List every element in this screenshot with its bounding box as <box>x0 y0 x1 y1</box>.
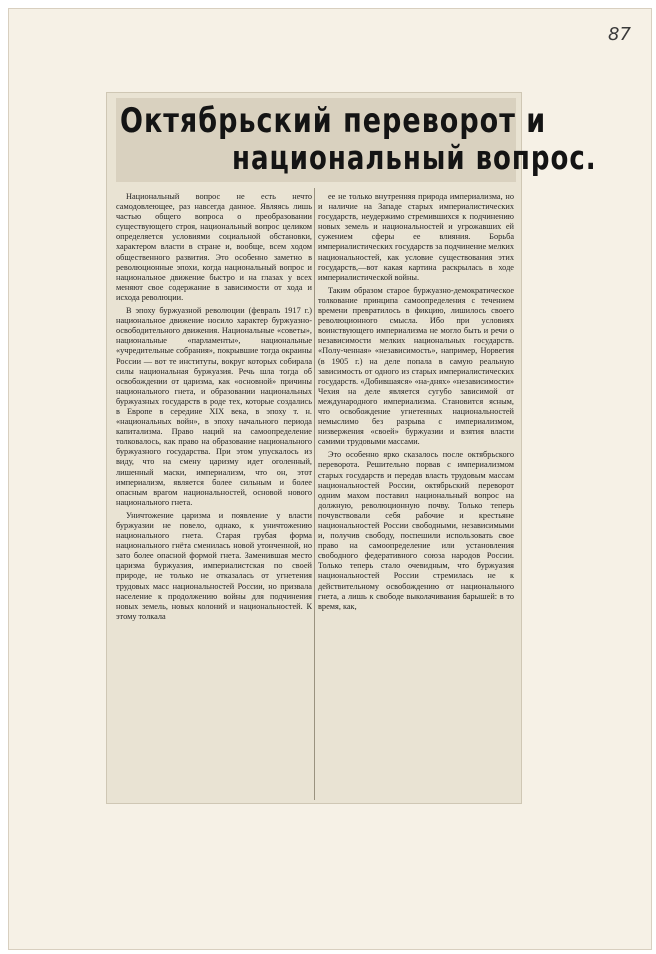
right-column <box>318 192 514 615</box>
paragraph: Уничтожение царизма и появление у власти буржуазии не повело, однако, к уничтожению национального гнета. Старая грубая форма национального гнёта сменилась новой утонченной, но зато более опасной формой гнета. Заменившая место царизма буржуазия, империалистская по своей природе, не только не отказалась от угнетения трудовых масс национальностей России, но призвала население к продолжению войны для подчинения новых земель, новых колоний и национальностей. К этому толкала <box>116 510 312 621</box>
paragraph: Таким образом старое буржуазно-демократическое толкование принципа самоопределения с течением времени превратилось в фикцию, лишилось своего революционного смысла. Ибо при условиях воинствующего империализма не могло быть и речи о независимости мелких национальных государств. «Полу-ченная» «независимость», например, Норвегия (в 1905 г.) на деле попала в самую реальную зависимость от одного из старых империалистических государств. «Добившаяся» «на-днях» «независимости» Чехия на деле является сугубо зависимой от международного империализма. Становится ясным, что освобождение угнетенных национальностей немыслимо без разрыва с империализмом, низвержения «своей» буржуазии и взятия власти самими трудовыми массами. <box>318 285 514 447</box>
paragraph: Национальный вопрос не есть нечто самодовлеющее, раз навсегда данное. Являясь лишь частью общего вопроса о преобразовании существующего строя, национальный вопрос целиком определяется условиями социальной обстановки, характером власти в стране и, вообще, всем ходом общественного развития. Это особенно заметно в революционные эпохи, когда национальный вопрос и национальное движение быстро и на глазах у всех меняют свое содержание в зависимости от хода и исхода революции. <box>116 192 312 302</box>
left-column <box>116 192 312 625</box>
headline-line-1: Октябрьский переворот и <box>120 102 547 141</box>
column-divider <box>314 188 315 800</box>
page-number: 87 <box>608 24 631 45</box>
headline-line-2: национальный вопрос. <box>232 140 597 178</box>
paragraph: Это особенно ярко сказалось после октябрьского переворота. Решительно порвав с империализмом старых государств и передав власть трудовым массам национальностей России, октябрьский переворот одним махом поставил национальный вопрос на должную, революционную почву. Только теперь почувствовали себя рабочие и крестьяне национальностей России свободными, независимыми и, получив свободу, поспешили использовать свое право на самоопределение или установления свободного федеративного союза народов России. Только теперь стало очевидным, что буржуазия национальностей России стремилась не к действительному освобождению от национального гнета, а лишь к свободе выколачивания барышей: в то время, как, <box>318 450 514 611</box>
paragraph: В эпоху буржуазной революции (февраль 1917 г.) национальное движение носило характер буржуазно-освободительного движения. Национальные «советы», национальные «парламенты», национальные «учредительные собрания», покрывшие тогда окраины России — вот те институты, вокруг которых собирала силы национальная буржуазия. Речь шла тогда об освобождении от царизма, как «основной» причины национального гнета, и образовании национальных буржуазных государств в роде тех, которые создались в Европе в середине XIX века, в эпоху т. н. «национальных войн», в эпоху начального периода капитализма. Право наций на самоопределение толковалось, как право на образование национального буржуазного государства. При этом упускалось из виду, что на смену царизму идет оголенный, лишенный маски, империализм, что он, этот империализм, является более сильным и более опасным врагом национальностей, основой нового национального гнета. <box>116 306 312 507</box>
paragraph: ее не только внутренняя природа империализма, но и наличие на Западе старых империалистических государств, неудержимо стремившихся к подчинению новых земель и национальностей и угрожавших ей сужением сферы ее влияния. Борьба империалистических государств за подчинение мелких национальностей, как условие существования этих государств,—вот какая картина раскрылась в ходе империалистической войны. <box>318 192 514 282</box>
